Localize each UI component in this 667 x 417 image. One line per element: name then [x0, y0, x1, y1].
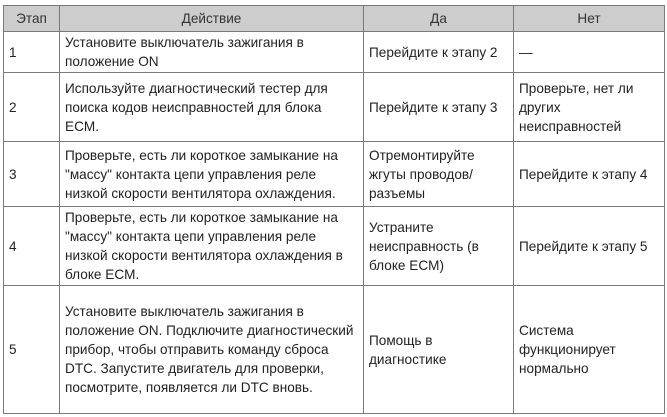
diagnostic-table [3, 5, 665, 414]
table-row [4, 207, 665, 286]
table-row [4, 32, 665, 73]
step-number: 2 [4, 73, 60, 142]
action-cell: Используйте диагностический тестер для поиска кодов неисправностей для блока ECM. [60, 73, 364, 142]
diagnostic-table-container [3, 5, 665, 414]
action-cell: Установите выключатель зажигания в положение ON. Подключите диагностический прибор, чтобы отправить команду сброса DTC. Запустите двигатель для проверки, посмотрите, появляется ли DTC вновь. [60, 286, 364, 414]
header-yes: Да [364, 6, 514, 32]
header-action: Действие [60, 6, 364, 32]
no-cell: Проверьте, нет ли других неисправностей [514, 73, 665, 142]
step-number: 1 [4, 32, 60, 73]
action-cell: Проверьте, есть ли короткое замыкание на "массу" контакта цепи управления реле низкой скорости вентилятора охлаждения. [60, 142, 364, 207]
step-number: 3 [4, 142, 60, 207]
table-row [4, 73, 665, 142]
action-cell: Установите выключатель зажигания в положение ON [60, 32, 364, 73]
table-row [4, 142, 665, 207]
header-step: Этап [4, 6, 60, 32]
action-cell: Проверьте, есть ли короткое замыкание на "массу" контакта цепи управления реле низкой скорости вентилятора охлаждения в блоке ECM. [60, 207, 364, 286]
yes-cell: Перейдите к этапу 2 [364, 32, 514, 73]
step-number: 4 [4, 207, 60, 286]
table-row [4, 286, 665, 414]
header-no: Нет [514, 6, 665, 32]
yes-cell: Помощь в диагностике [364, 286, 514, 414]
no-cell: Перейдите к этапу 5 [514, 207, 665, 286]
yes-cell: Отремонтируйте жгуты проводов/ разъемы [364, 142, 514, 207]
no-cell: Перейдите к этапу 4 [514, 142, 665, 207]
yes-cell: Устраните неисправность (в блоке ECM) [364, 207, 514, 286]
no-cell: Система функционирует нормально [514, 286, 665, 414]
no-cell: — [514, 32, 665, 73]
yes-cell: Перейдите к этапу 3 [364, 73, 514, 142]
table-header-row [4, 6, 665, 32]
step-number: 5 [4, 286, 60, 414]
